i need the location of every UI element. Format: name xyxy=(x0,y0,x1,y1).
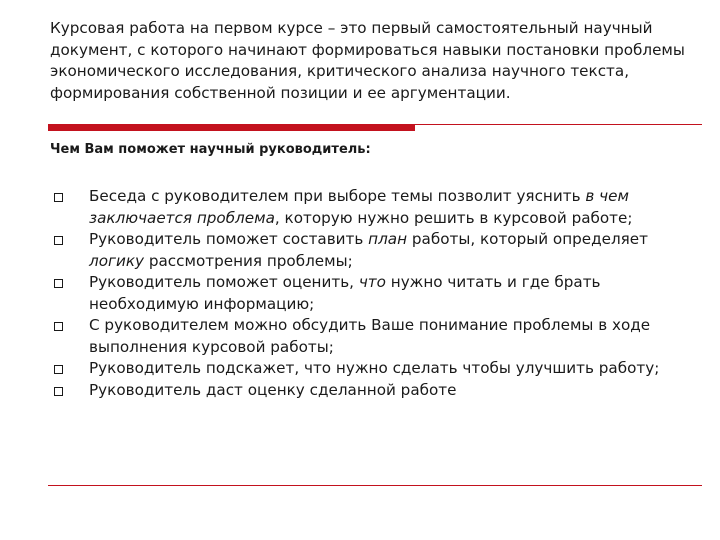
emphasized-text: в чем заключается проблема xyxy=(89,187,629,227)
list-item-text-segment: Руководитель подскажет, что нужно сделать чтобы улучшить работу; xyxy=(89,359,660,377)
square-bullet-icon xyxy=(54,193,63,202)
emphasized-text: логику xyxy=(89,251,145,270)
list-item-text-segment: рассмотрения проблемы; xyxy=(144,251,353,270)
list-item-text-segment: нужно читать и где брать необходимую информацию; xyxy=(89,273,601,313)
list-item xyxy=(50,315,680,358)
list-item-text xyxy=(89,187,633,227)
list-item xyxy=(50,186,680,229)
square-bullet-icon xyxy=(54,322,63,331)
list-item-text-segment: Беседа с руководителем при выборе темы позволит уяснить xyxy=(89,187,586,205)
list-item-text-segment: Руководитель поможет составить xyxy=(89,230,369,248)
list-item xyxy=(50,358,680,380)
list-item-text-segment: работы, который определяет xyxy=(407,230,648,248)
list-item xyxy=(50,272,680,315)
list-item-text-segment: Руководитель даст оценку сделанной работе xyxy=(89,380,457,399)
list-item xyxy=(50,229,680,272)
list-item-text xyxy=(89,230,648,270)
list-item-text-segment: С руководителем можно обсудить Ваше понимание проблемы в ходе выполнения курсовой работы; xyxy=(89,316,651,356)
list-item-text xyxy=(89,273,601,313)
list-item-text-segment: , которую нужно решить в курсовой работе; xyxy=(274,208,633,227)
intro-paragraph: Курсовая работа на первом курсе – это первый самостоятельный научный документ, с которого начинают формироваться навыки постановки проблемы экономического исследования, критического анализа научного текста, формирования собственной позиции и ее аргументации. xyxy=(50,19,685,102)
list-item-text xyxy=(89,359,659,377)
list-item xyxy=(50,380,680,402)
advisor-benefits-list xyxy=(50,186,680,401)
divider-thick-segment xyxy=(48,124,415,131)
red-divider-top xyxy=(48,124,702,132)
divider-thin-segment xyxy=(415,124,702,125)
square-bullet-icon xyxy=(54,236,63,245)
emphasized-text: что xyxy=(358,273,386,291)
red-divider-bottom xyxy=(48,485,702,486)
emphasized-text: план xyxy=(368,230,408,248)
section-subheading: Чем Вам поможет научный руководитель: xyxy=(50,142,371,157)
list-item-text-segment: Руководитель поможет оценить, xyxy=(89,273,359,291)
list-item-text xyxy=(89,381,456,399)
square-bullet-icon xyxy=(54,279,63,288)
list-item-text xyxy=(89,316,650,356)
square-bullet-icon xyxy=(54,387,63,396)
square-bullet-icon xyxy=(54,365,63,374)
